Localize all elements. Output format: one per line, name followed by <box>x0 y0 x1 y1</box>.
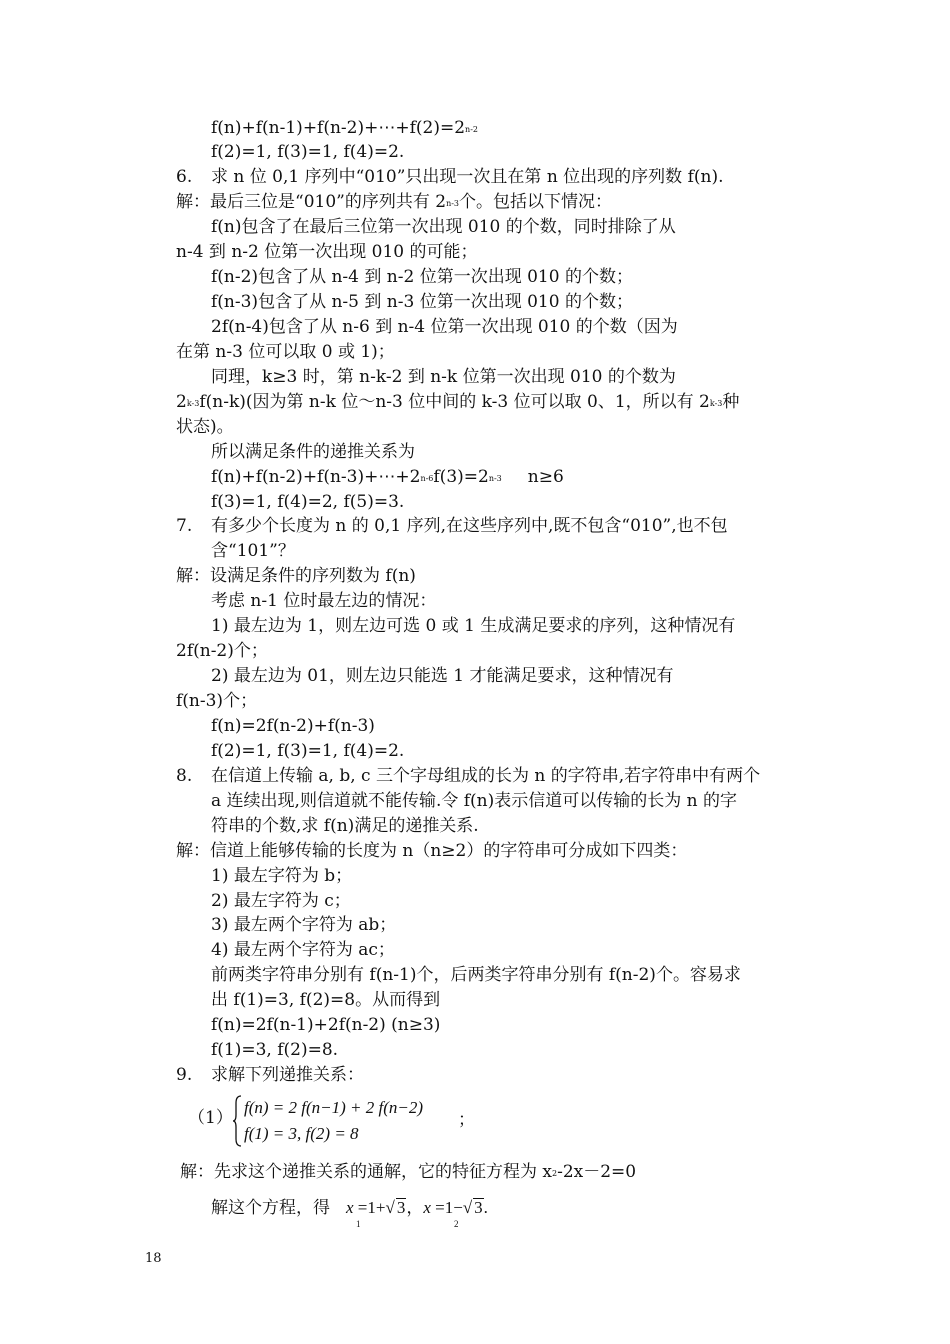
list-item: 1) 最左字符为 b； <box>211 866 353 886</box>
text-line: f(2)=1, f(3)=1, f(4)=2. <box>211 142 405 162</box>
root-formula: x =1+√ 3，x =1−√ 3. <box>346 1198 488 1217</box>
root-subscript-2: 2 <box>454 1219 459 1229</box>
text-line: 2k-3f(n-k)(因为第 n-k 位～n-3 位中间的 k-3 位可以取 0、1，所以有 2k-3种 <box>176 392 740 412</box>
problem-6-statement: 求 n 位 0,1 序列中“010”只出现一次且在第 n 位出现的序列数 f(n). <box>211 167 724 187</box>
text-line: 前两类字符串分别有 f(n-1)个，后两类字符串分别有 f(n-2)个。容易求 <box>211 965 741 985</box>
text-line: n-4 到 n-2 位第一次出现 010 的可能； <box>176 242 478 262</box>
text-line: 含“101”？ <box>211 541 295 561</box>
text-line: 符串的个数,求 f(n)满足的递推关系. <box>211 816 479 836</box>
text-line: 2f(n-2)个； <box>176 641 268 661</box>
problem-6-number: 6. <box>176 167 193 187</box>
list-item: 2) 最左字符为 c； <box>211 891 351 911</box>
text-line: f(n)+f(n-1)+f(n-2)+⋯+f(2)=2n-2 <box>211 118 478 138</box>
root-subscript-1: 1 <box>356 1219 361 1229</box>
text-line: a 连续出现,则信道就不能传输.令 f(n)表示信道可以传输的长为 n 的字 <box>211 791 738 811</box>
equation-end: ； <box>458 1110 475 1130</box>
equation-line-2: f(1) = 3, f(2) = 8 <box>244 1124 359 1143</box>
text-line: f(n-3)个； <box>176 691 258 711</box>
text-line: 解：信道上能够传输的长度为 n（n≥2）的字符串可分成如下四类： <box>176 841 688 861</box>
text-line: 1) 最左边为 1，则左边可选 0 或 1 生成满足要求的序列，这种情况有 <box>211 616 736 636</box>
equation-label: （1） <box>188 1108 233 1128</box>
text-line: 同理，k≥3 时，第 n-k-2 到 n-k 位第一次出现 010 的个数为 <box>211 367 676 387</box>
text-line: 2) 最左边为 01，则左边只能选 1 才能满足要求，这种情况有 <box>211 666 674 686</box>
text-line: f(n)包含了在最后三位第一次出现 010 的个数，同时排除了从 <box>211 217 676 237</box>
left-brace-icon <box>232 1095 242 1147</box>
formula-line: f(2)=1, f(3)=1, f(4)=2. <box>211 741 405 761</box>
formula-line: f(n)=2f(n-2)+f(n-3) <box>211 716 375 736</box>
problem-8-number: 8. <box>176 766 193 786</box>
text-line: f(n-2)包含了从 n-4 到 n-2 位第一次出现 010 的个数； <box>211 267 633 287</box>
problem-7-number: 7. <box>176 516 193 536</box>
text-line: 状态)。 <box>176 417 234 437</box>
problem-8-statement: 在信道上传输 a, b, c 三个字母组成的长为 n 的字符串,若字符串中有两个 <box>211 766 761 786</box>
text-line: 出 f(1)=3, f(2)=8。从而得到 <box>211 990 441 1010</box>
formula-line: f(1)=3, f(2)=8. <box>211 1040 339 1060</box>
text-line: 在第 n-3 位可以取 0 或 1)； <box>176 342 395 362</box>
formula-line: f(n)+f(n-2)+f(n-3)+⋯+2n-6f(3)=2n-3 n≥6 <box>211 467 564 487</box>
text-line: 2f(n-4)包含了从 n-6 到 n-4 位第一次出现 010 的个数（因为 <box>211 317 678 337</box>
list-item: 4) 最左两个字符为 ac； <box>211 940 395 960</box>
formula-line: f(3)=1, f(4)=2, f(5)=3. <box>211 492 405 512</box>
problem-9-statement: 求解下列递推关系： <box>211 1065 364 1085</box>
list-item: 3) 最左两个字符为 ab； <box>211 915 397 935</box>
text-line: f(n-3)包含了从 n-5 到 n-3 位第一次出现 010 的个数； <box>211 292 633 312</box>
text-line: 解这个方程，得 <box>211 1198 330 1218</box>
text-line: 所以满足条件的递推关系为 <box>211 442 415 462</box>
problem-9-number: 9. <box>176 1065 193 1085</box>
text-line: 解：设满足条件的序列数为 f(n) <box>176 566 416 586</box>
equation-line-1: f(n) = 2 f(n−1) + 2 f(n−2) <box>244 1098 424 1117</box>
text-line: 解：最后三位是“010”的序列共有 2n-3个。包括以下情况： <box>176 192 613 212</box>
problem-7-statement: 有多少个长度为 n 的 0,1 序列,在这些序列中,既不包含“010”,也不包 <box>211 516 728 536</box>
text-line: 考虑 n-1 位时最左边的情况： <box>211 591 437 611</box>
page-number: 18 <box>145 1251 162 1266</box>
formula-line: f(n)=2f(n-1)+2f(n-2) (n≥3) <box>211 1015 441 1035</box>
text-line: 解：先求这个递推关系的通解，它的特征方程为 x2-2x－2=0 <box>180 1162 637 1182</box>
